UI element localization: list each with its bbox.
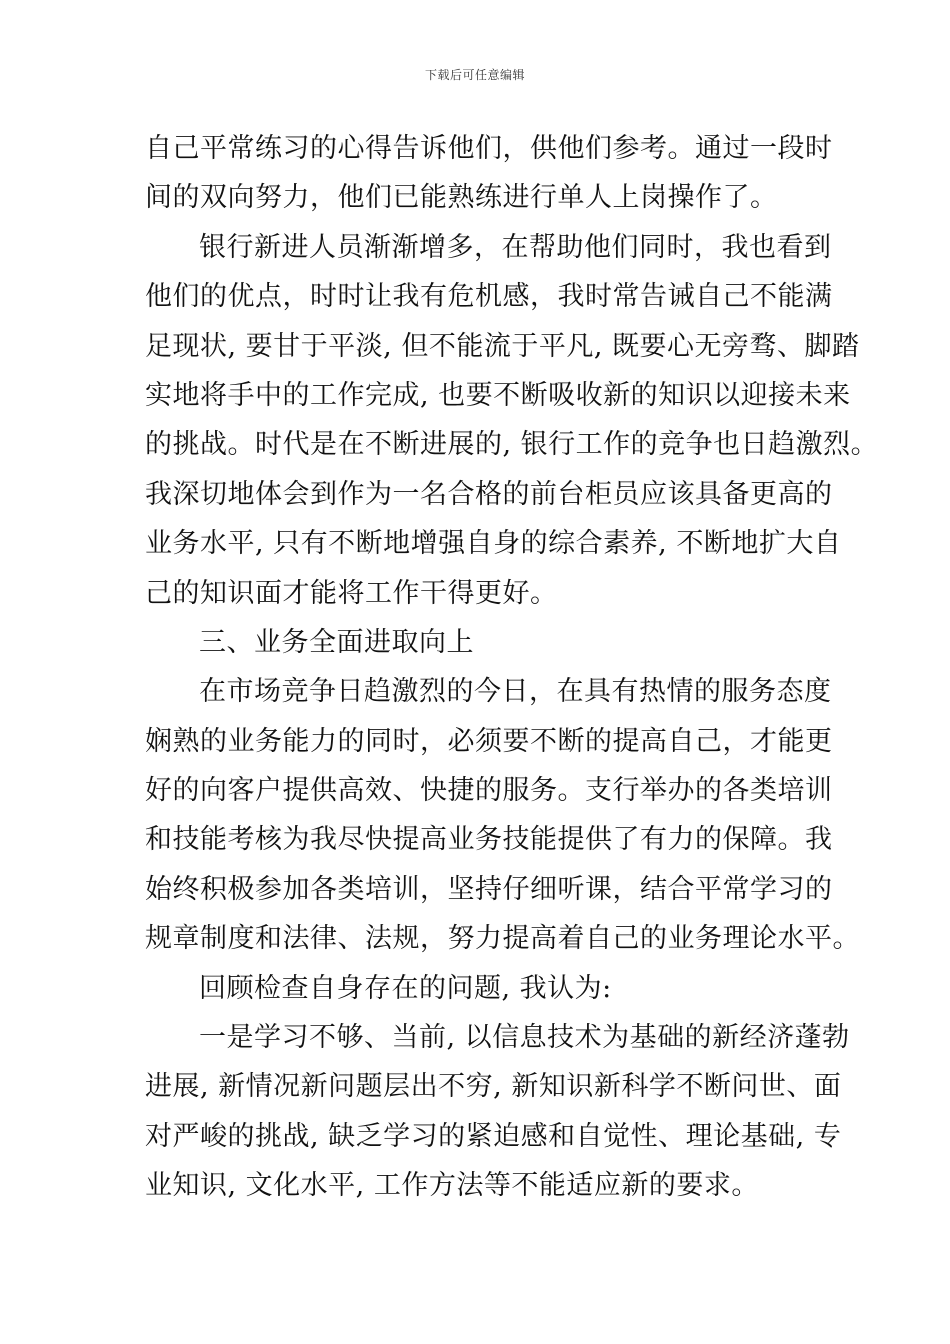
text-line: 己的知识面才能将工作干得更好。 (145, 577, 558, 609)
text-line: 自己平常练习的心得告诉他们，供他们参考。通过一段时 (145, 133, 833, 164)
text-line: 银行新进人员渐渐增多，在帮助他们同时，我也看到 (199, 231, 832, 263)
text-line: 进展, 新情况新问题层出不穷, 新知识新科学不断问世、面 (145, 1071, 842, 1103)
text-line: 我深切地体会到作为一名合格的前台柜员应该具备更高的 (145, 478, 833, 510)
text-line: 回顾检查自身存在的问题, 我认为: (199, 972, 612, 1004)
text-line: 对严峻的挑战, 缺乏学习的紧迫感和自觉性、理论基础, 专 (145, 1120, 842, 1152)
text-line: 实地将手中的工作完成, 也要不断吸收新的知识以迎接未来 (145, 379, 851, 411)
text-line: 间的双向努力，他们已能熟练进行单人上岗操作了。 (145, 182, 778, 214)
text-line: 业务水平, 只有不断地增强自身的综合素养, 不断地扩大自 (145, 528, 842, 560)
text-line: 他们的优点，时时让我有危机感，我时常告诫自己不能满 (145, 281, 833, 313)
text-line: 足现状, 要甘于平淡, 但不能流于平凡, 既要心无旁骛、脚踏 (145, 330, 860, 362)
text-line: 好的向客户提供高效、快捷的服务。支行举办的各类培训 (145, 775, 833, 807)
text-line: 规章制度和法律、法规，努力提高着自己的业务理论水平。 (145, 923, 860, 955)
text-line: 在市场竞争日趋激烈的今日，在具有热情的服务态度 (199, 676, 832, 708)
body-text (145, 124, 879, 1211)
text-line: 始终积极参加各类培训，坚持仔细听课，结合平常学习的 (145, 873, 833, 905)
text-line: 的挑战。时代是在不断进展的, 银行工作的竞争也日趋激烈。 (145, 429, 879, 461)
text-line: 业知识, 文化水平, 工作方法等不能适应新的要求。 (145, 1170, 759, 1202)
section-heading: 三、业务全面进取向上 (199, 626, 474, 658)
text-line: 一是学习不够、当前, 以信息技术为基础的新经济蓬勃 (199, 1022, 850, 1054)
page-header: 下载后可任意编辑 (424, 68, 525, 82)
text-line: 娴熟的业务能力的同时，必须要不断的提高自己，才能更 (145, 725, 833, 757)
text-line: 和技能考核为我尽快提高业务技能提供了有力的保障。我 (145, 824, 833, 856)
